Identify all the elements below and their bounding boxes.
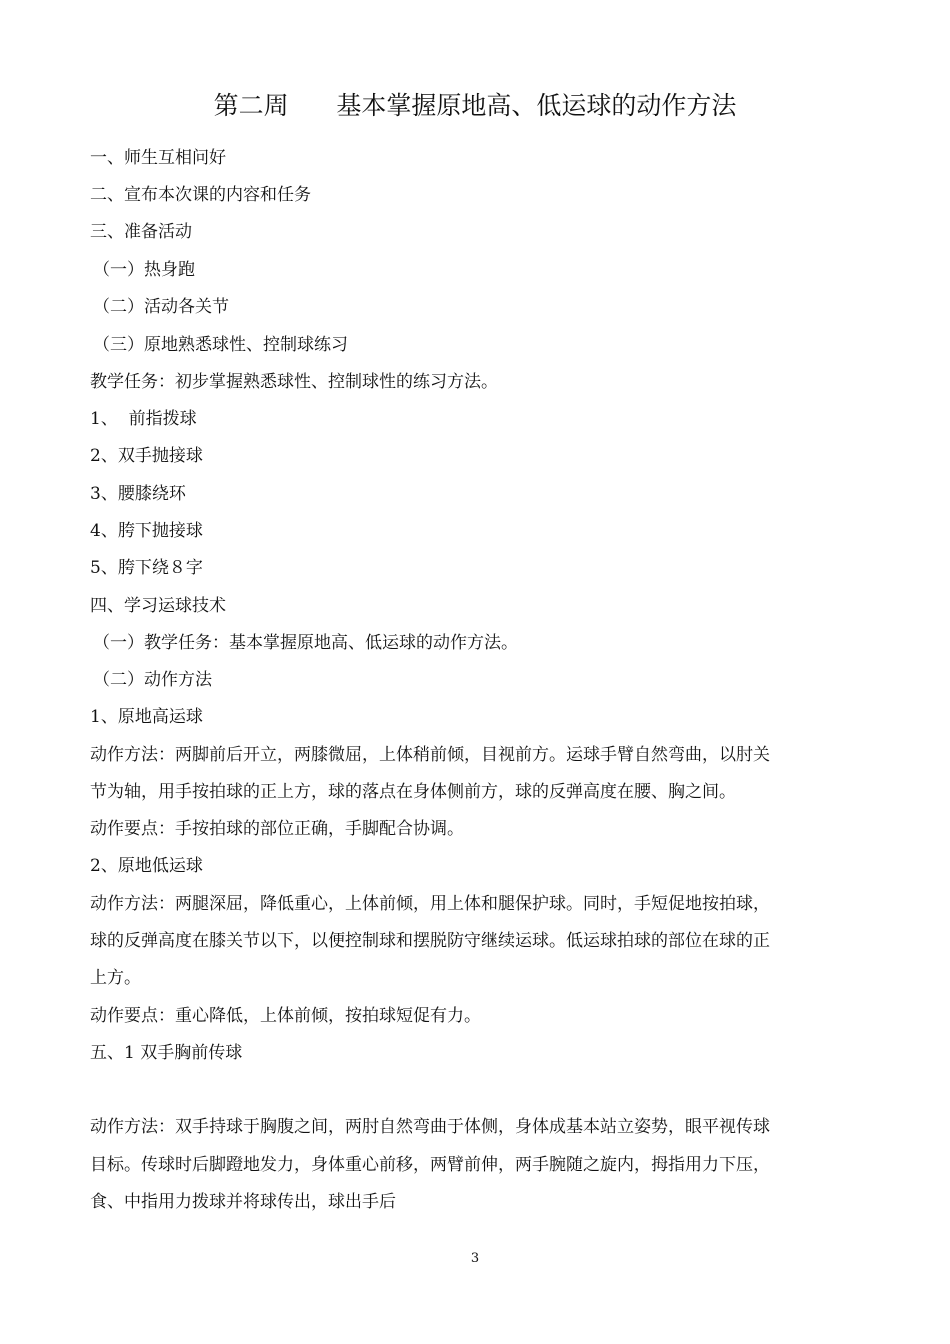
text-line: 教学任务：初步掌握熟悉球性、控制球性的练习方法。 [90,372,498,392]
text-line: （三）原地熟悉球性、控制球练习 [93,335,348,355]
text-line: 3、腰膝绕环 [90,484,186,504]
page-number: 3 [470,1251,480,1266]
text-line: 1、 前指拨球 [90,409,197,429]
text-line: 2、原地低运球 [90,856,203,876]
text-line: 1、原地高运球 [90,707,203,727]
text-line: 食、中指用力拨球并将球传出，球出手后 [90,1192,396,1212]
text-line: 目标。传球时后脚蹬地发力，身体重心前移，两臂前伸，两手腕随之旋内，拇指用力下压， [90,1155,770,1175]
text-line: （二）动作方法 [93,670,212,690]
text-line: 一、师生互相问好 [90,148,226,168]
text-line: 三、准备活动 [90,222,192,242]
page-title: 第二周 基本掌握原地高、低运球的动作方法 [213,91,737,120]
text-line: 节为轴，用手按拍球的正上方，球的落点在身体侧前方，球的反弹高度在腰、胸之间。 [90,782,736,802]
text-line: 动作方法：两脚前后开立，两膝微屈，上体稍前倾，目视前方。运球手臂自然弯曲，以肘关 [90,745,770,765]
text-line: 五、1 双手胸前传球 [90,1043,243,1063]
text-line: 二、宣布本次课的内容和任务 [90,185,311,205]
text-line: （一）热身跑 [93,260,195,280]
text-line: 上方。 [90,968,141,988]
text-line: 4、胯下抛接球 [90,521,203,541]
text-line: 动作要点：重心降低，上体前倾，按拍球短促有力。 [90,1006,481,1026]
text-line: 四、学习运球技术 [90,596,226,616]
text-line: （一）教学任务：基本掌握原地高、低运球的动作方法。 [93,633,518,653]
text-line: 动作要点：手按拍球的部位正确，手脚配合协调。 [90,819,464,839]
text-line: 2、双手抛接球 [90,446,203,466]
text-line: 5、胯下绕８字 [90,558,203,578]
text-line: 动作方法：双手持球于胸腹之间，两肘自然弯曲于体侧，身体成基本站立姿势，眼平视传球 [90,1117,770,1137]
text-line: （二）活动各关节 [93,297,229,317]
text-line: 动作方法：两腿深屈，降低重心，上体前倾，用上体和腿保护球。同时，手短促地按拍球， [90,894,770,914]
text-line: 球的反弹高度在膝关节以下，以便控制球和摆脱防守继续运球。低运球拍球的部位在球的正 [90,931,770,951]
